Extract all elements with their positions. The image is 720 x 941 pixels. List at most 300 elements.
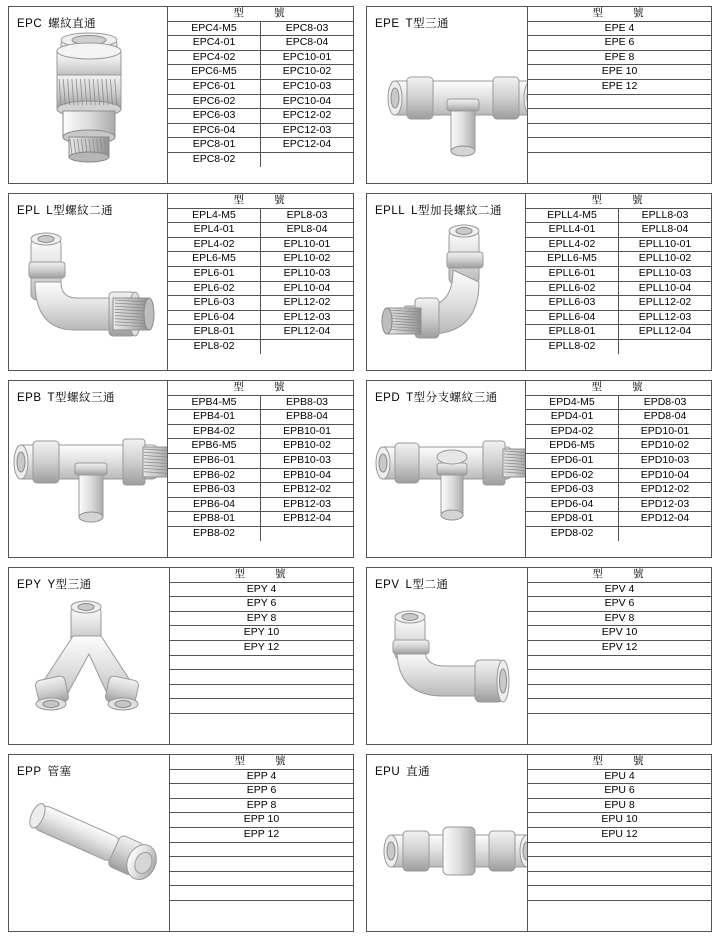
model-cell: EPD10-03 [619,453,712,468]
model-cell: EPC8-01 [168,138,261,153]
table-row [168,123,353,138]
model-cell: EPD8-03 [619,395,712,410]
model-table-pane [525,381,711,557]
model-cell: EPD4-M5 [526,395,619,410]
model-cell [170,670,353,685]
table-row [168,152,353,166]
model-cell: EPB12-04 [261,512,354,527]
table-row [528,597,711,612]
model-cell [528,152,711,166]
table-row [528,813,711,828]
product-code: EPP [17,766,42,778]
table-row [168,208,353,223]
table-row [528,36,711,51]
model-cell: EPU 6 [528,784,711,799]
product-block [8,567,354,745]
model-cell: EPLL6-M5 [526,252,619,267]
model-cell: EPB8-04 [261,410,354,425]
model-cell: EPC10-03 [261,79,354,94]
table-header-cell: 型 號 [168,381,353,395]
product-cell-epe [360,6,712,184]
table-row [526,395,711,410]
table-row [528,842,711,857]
model-cell: EPP 8 [170,798,353,813]
table-row [168,310,353,325]
table-row [528,784,711,799]
model-table [526,381,711,541]
model-cell [528,670,711,685]
model-cell: EPL12-02 [261,296,354,311]
model-cell: EPU 12 [528,827,711,842]
model-cell: EPC10-01 [261,50,354,65]
table-header-row [168,381,353,395]
table-row [168,453,353,468]
model-cell: EPB8-02 [168,526,261,540]
table-row [528,886,711,901]
extended-male-elbow-figure [375,212,525,370]
table-row [170,886,353,901]
table-header-cell: 型 號 [170,755,353,769]
product-code: EPC [17,18,43,30]
table-header-row [528,7,711,21]
product-name: T型螺紋三通 [47,392,116,404]
table-row [526,483,711,498]
model-cell [261,526,354,540]
table-header-cell: 型 號 [526,381,711,395]
model-cell: EPL12-04 [261,325,354,340]
model-cell [528,123,711,138]
model-cell: EPLL10-01 [619,237,712,252]
model-cell: EPD12-03 [619,497,712,512]
table-row [168,109,353,124]
figure-pane [9,194,167,370]
model-cell: EPB6-01 [168,453,261,468]
product-cell-epp [8,754,360,932]
product-cell-epb [8,380,360,558]
union-straight-figure [369,797,527,907]
model-cell [528,886,711,901]
model-cell: EPC6-03 [168,109,261,124]
table-row [526,281,711,296]
model-cell: EPLL10-04 [619,281,712,296]
model-cell [170,655,353,670]
table-row [528,684,711,699]
table-row [170,582,353,597]
product-code: EPV [375,579,400,591]
model-cell: EPL8-03 [261,208,354,223]
table-header-cell: 型 號 [168,7,353,21]
model-cell: EPLL10-02 [619,252,712,267]
table-row [528,769,711,784]
table-header-row [170,568,353,582]
model-cell: EPL8-04 [261,223,354,238]
table-header-cell: 型 號 [526,194,711,208]
table-row [170,713,353,727]
product-cell-epv [360,567,712,745]
table-row [168,223,353,238]
table-row [526,468,711,483]
table-row [528,79,711,94]
model-cell: EPC4-02 [168,50,261,65]
model-table-pane [167,381,353,557]
table-row [528,138,711,153]
model-cell: EPL4-02 [168,237,261,252]
model-cell: EPD4-01 [526,410,619,425]
table-row [170,611,353,626]
table-row [168,483,353,498]
figure-pane [367,381,525,557]
model-cell [528,109,711,124]
figure-pane [9,7,167,183]
model-table [528,568,711,728]
table-row [526,237,711,252]
figure-pane [367,7,527,183]
male-elbow-figure [13,212,163,370]
model-cell: EPL6-M5 [168,252,261,267]
model-cell: EPC8-02 [168,152,261,166]
table-row [170,900,353,914]
model-cell: EPB6-02 [168,468,261,483]
model-cell: EPB10-01 [261,424,354,439]
model-table-pane [167,7,353,183]
product-code: EPB [17,392,42,404]
model-cell: EPC6-M5 [168,65,261,80]
table-row [528,94,711,109]
model-cell: EPD6-01 [526,453,619,468]
product-name: L型螺紋二通 [46,205,114,217]
product-cell-epc [8,6,360,184]
model-cell: EPD8-02 [526,526,619,540]
table-row [170,699,353,714]
model-cell [528,871,711,886]
table-header-cell: 型 號 [528,568,711,582]
table-row [528,152,711,166]
product-block [8,193,354,371]
model-table [528,7,711,167]
model-cell: EPL10-02 [261,252,354,267]
product-code: EPY [17,579,42,591]
model-cell: EPL10-01 [261,237,354,252]
model-cell: EPB6-03 [168,483,261,498]
table-row [168,439,353,454]
model-cell: EPB4-M5 [168,395,261,410]
product-block [366,754,712,932]
model-table-pane [525,194,711,370]
model-cell: EPD12-02 [619,483,712,498]
table-row [528,827,711,842]
table-row [528,857,711,872]
table-header-row [526,194,711,208]
model-cell: EPP 12 [170,827,353,842]
model-cell: EPB10-03 [261,453,354,468]
model-cell: EPV 12 [528,640,711,655]
model-cell [528,857,711,872]
model-cell: EPY 6 [170,597,353,612]
model-cell: EPP 6 [170,784,353,799]
model-cell: EPLL8-02 [526,339,619,353]
model-cell: EPL8-02 [168,339,261,353]
table-row [528,713,711,727]
product-code: EPD [375,392,401,404]
product-label [9,381,167,405]
model-cell: EPE 8 [528,50,711,65]
model-cell [170,684,353,699]
table-row [170,769,353,784]
product-cell-epy [8,567,360,745]
model-cell [261,152,354,166]
table-row [526,439,711,454]
model-cell: EPC6-02 [168,94,261,109]
table-header-cell: 型 號 [168,194,353,208]
model-cell [619,339,712,353]
figure-pane [367,568,527,744]
table-row [526,296,711,311]
model-table-pane [167,194,353,370]
product-name: 管塞 [47,766,72,778]
model-cell: EPLL12-04 [619,325,712,340]
model-cell: EPD10-04 [619,468,712,483]
model-cell: EPLL10-03 [619,266,712,281]
row-spacer [8,745,712,754]
table-row [168,497,353,512]
model-cell: EPY 8 [170,611,353,626]
table-row [170,670,353,685]
model-cell: EPLL6-04 [526,310,619,325]
model-table [528,755,711,915]
table-row [526,208,711,223]
model-cell: EPB8-01 [168,512,261,527]
table-row [528,21,711,36]
model-cell: EPL6-03 [168,296,261,311]
table-header-cell: 型 號 [528,755,711,769]
model-cell: EPD8-01 [526,512,619,527]
table-row [170,827,353,842]
model-cell [170,857,353,872]
model-cell [170,713,353,727]
model-cell [528,94,711,109]
table-row [168,94,353,109]
table-row [168,325,353,340]
model-cell [619,526,712,540]
model-table [168,194,353,354]
table-row [528,50,711,65]
model-cell: EPB4-01 [168,410,261,425]
model-cell: EPB10-02 [261,439,354,454]
product-name: T型分支螺紋三通 [406,392,498,404]
table-header-row [526,381,711,395]
model-cell [528,684,711,699]
model-cell: EPP 4 [170,769,353,784]
table-row [526,453,711,468]
table-row [526,325,711,340]
model-cell: EPLL4-M5 [526,208,619,223]
product-name: T型三通 [405,18,450,30]
table-header-row [528,755,711,769]
table-row [528,109,711,124]
table-row [170,655,353,670]
product-label [367,381,525,405]
figure-pane [367,194,525,370]
table-row [170,842,353,857]
model-cell: EPD6-03 [526,483,619,498]
table-row [168,50,353,65]
table-row [168,468,353,483]
model-cell: EPLL6-01 [526,266,619,281]
product-grid [8,6,712,941]
table-row [528,582,711,597]
model-cell: EPC8-04 [261,36,354,51]
model-cell: EPC6-01 [168,79,261,94]
model-cell: EPL10-04 [261,281,354,296]
product-label [367,7,527,31]
model-cell [528,655,711,670]
model-cell [528,138,711,153]
table-row [528,611,711,626]
model-cell: EPE 12 [528,79,711,94]
model-table [168,381,353,541]
model-cell: EPC8-03 [261,21,354,36]
table-row [170,871,353,886]
model-cell: EPC4-01 [168,36,261,51]
table-row [168,424,353,439]
model-cell: EPC12-02 [261,109,354,124]
model-cell: EPB6-M5 [168,439,261,454]
table-row [168,526,353,540]
model-table-pane [527,755,711,931]
model-table-pane [527,568,711,744]
model-cell [528,699,711,714]
model-cell: EPB6-04 [168,497,261,512]
product-label [367,755,527,779]
product-cell-epu [360,754,712,932]
model-cell [261,339,354,353]
model-cell: EPV 10 [528,626,711,641]
table-row [168,79,353,94]
model-cell: EPV 4 [528,582,711,597]
table-header-row [528,568,711,582]
model-cell: EPC10-04 [261,94,354,109]
model-cell: EPL6-01 [168,266,261,281]
table-row [528,670,711,685]
model-table [170,755,353,915]
table-row [168,21,353,36]
product-name: L型加長螺紋二通 [411,205,503,217]
table-row [168,65,353,80]
table-row [526,339,711,353]
model-cell: EPD10-02 [619,439,712,454]
table-row [528,871,711,886]
model-cell: EPP 10 [170,813,353,828]
plug-figure [11,779,169,909]
model-cell: EPLL6-03 [526,296,619,311]
table-row [170,597,353,612]
product-name: 直通 [406,766,431,778]
figure-pane [9,381,167,557]
model-cell [528,713,711,727]
figure-pane [9,568,169,744]
model-cell [170,842,353,857]
model-cell: EPD6-04 [526,497,619,512]
model-cell: EPB12-03 [261,497,354,512]
table-row [526,252,711,267]
product-code: EPL [17,205,41,217]
model-cell: EPD4-02 [526,424,619,439]
product-block [8,754,354,932]
table-row [526,310,711,325]
model-cell: EPB12-02 [261,483,354,498]
model-cell: EPY 10 [170,626,353,641]
table-row [526,526,711,540]
model-cell [170,900,353,914]
model-cell: EPD8-04 [619,410,712,425]
table-row [168,252,353,267]
table-row [168,138,353,153]
model-cell: EPU 4 [528,769,711,784]
model-cell: EPC10-02 [261,65,354,80]
table-row [170,684,353,699]
model-cell: EPE 6 [528,36,711,51]
product-name: 螺紋直通 [48,18,97,30]
product-block [366,380,712,558]
union-y-figure [15,592,169,732]
model-cell: EPB4-02 [168,424,261,439]
model-cell: EPLL8-03 [619,208,712,223]
model-cell: EPD6-M5 [526,439,619,454]
model-cell [528,900,711,914]
model-cell: EPC6-04 [168,123,261,138]
table-row [170,626,353,641]
row-spacer [8,932,712,941]
model-cell: EPC4-M5 [168,21,261,36]
product-code: EPU [375,766,401,778]
row-spacer [8,184,712,193]
table-row [170,813,353,828]
table-row [168,395,353,410]
product-cell-epll [360,193,712,371]
model-cell: EPV 6 [528,597,711,612]
product-label [9,568,169,592]
table-row [168,339,353,353]
model-cell [170,699,353,714]
product-cell-epl [8,193,360,371]
model-cell: EPB10-04 [261,468,354,483]
table-row [528,65,711,80]
table-row [528,699,711,714]
male-branch-tee-figure [9,413,167,543]
model-cell: EPLL12-02 [619,296,712,311]
product-block [8,6,354,184]
union-tee-figure [373,47,527,167]
model-cell: EPC12-03 [261,123,354,138]
table-row [168,410,353,425]
table-row [528,123,711,138]
product-cell-epd [360,380,712,558]
table-row [526,223,711,238]
model-cell: EPU 8 [528,798,711,813]
model-cell [170,886,353,901]
table-row [526,410,711,425]
table-header-row [170,755,353,769]
model-cell: EPV 8 [528,611,711,626]
model-cell: EPL4-M5 [168,208,261,223]
table-row [526,266,711,281]
table-header-cell: 型 號 [528,7,711,21]
product-label [367,568,527,592]
table-row [168,266,353,281]
product-name: L型二通 [405,579,449,591]
product-block [366,567,712,745]
product-block [366,193,712,371]
